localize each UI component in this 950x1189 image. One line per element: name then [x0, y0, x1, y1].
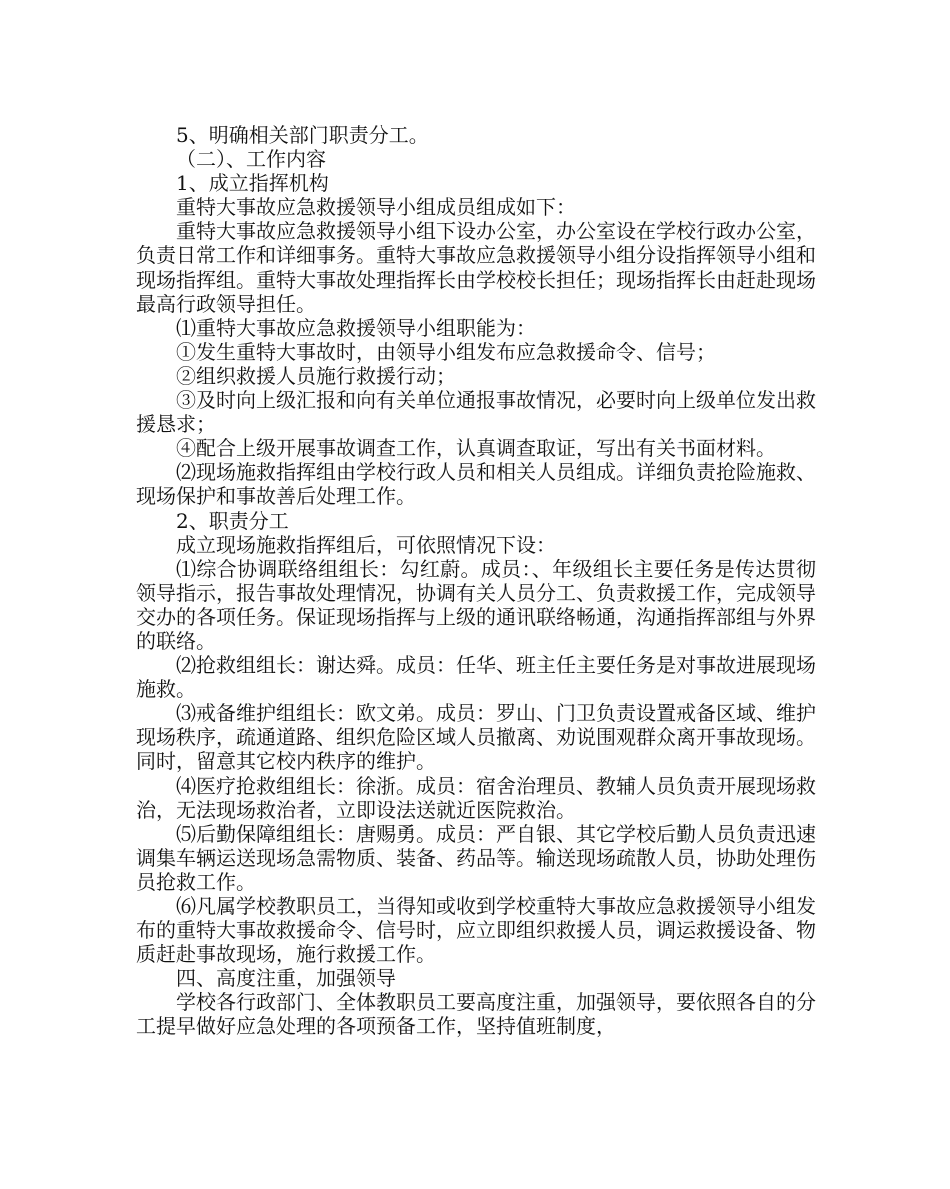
paragraph-4: 重特大事故应急救援领导小组成员组成如下： — [176, 195, 576, 220]
paragraph-19: ⑹凡属学校教职员工，当得知或收到学校重特大事故应急救援领导小组发布的重特大事故救援命令、信号时，应立即组织救援人员，调运救援设备、物质赶赴事故现场，施行救援工作。 — [136, 894, 816, 967]
paragraph-17: ⑷医疗抢救组组长：徐浙。成员：宿舍治理员、教辅人员负责开展现场救治，无法现场救治者，立即设法送就近医院救治。 — [136, 773, 816, 822]
paragraph-16: ⑶戒备维护组组长：欧文弟。成员：罗山、门卫负责设置戒备区域、维护现场秩序，疏通道路、组织危险区域人员撤离、劝说围观群众离开事故现场。同时，留意其它校内秩序的维护。 — [136, 701, 816, 774]
paragraph-11: ⑵现场施救指挥组由学校行政人员和相关人员组成。详细负责抢险施救、现场保护和事故善后处理工作。 — [136, 460, 816, 509]
paragraph-8: ②组织救援人员施行救援行动； — [176, 363, 456, 388]
paragraph-18: ⑸后勤保障组组长：唐赐勇。成员：严自银、其它学校后勤人员负责迅速调集车辆运送现场急需物质、装备、药品等。输送现场疏散人员，协助处理伤员抢救工作。 — [136, 821, 816, 894]
paragraph-7: ①发生重特大事故时，由领导小组发布应急救援命令、信号； — [176, 339, 716, 364]
paragraph-6: ⑴重特大事故应急救援领导小组职能为： — [176, 315, 536, 340]
paragraph-10: ④配合上级开展事故调查工作，认真调查取证，写出有关书面材料。 — [176, 436, 776, 461]
paragraph-9: ③及时向上级汇报和向有关单位通报事故情况，必要时向上级单位发出救援恳求； — [136, 388, 816, 437]
paragraph-1: 5、明确相关部门职责分工。 — [176, 123, 429, 147]
paragraph-15: ⑵抢救组组长：谢达舜。成员：任华、班主任主要任务是对事故进展现场施救。 — [136, 653, 816, 702]
paragraph-5: 重特大事故应急救援领导小组下设办公室，办公室设在学校行政办公室，负责日常工作和详细事务。重特大事故应急救援领导小组分设指挥领导小组和现场指挥组。重特大事故处理指挥长由学校校长担任；现场指挥长由赶赴现场最高行政领导担任。 — [136, 219, 816, 316]
paragraph-21: 学校各行政部门、全体教职员工要高度注重，加强领导，要依照各自的分工提早做好应急处理的各项预备工作，坚持值班制度， — [136, 990, 816, 1039]
paragraph-2: （二）、工作内容 — [176, 147, 326, 172]
paragraph-12: 2、职责分工 — [176, 508, 289, 533]
document-body — [136, 123, 816, 1039]
paragraph-14: ⑴综合协调联络组组长：勾红蔚。成员：、年级组长主要任务是传达贯彻领导指示，报告事故处理情况，协调有关人员分工、负责救援工作，完成领导交办的各项任务。保证现场指挥与上级的通讯联络畅通，沟通指挥部组与外界的联络。 — [136, 556, 816, 653]
section-heading: 四、高度注重，加强领导 — [176, 966, 396, 991]
paragraph-3: 1、成立指挥机构 — [176, 171, 329, 196]
paragraph-13: 成立现场施救指挥组后，可依照情况下设： — [176, 532, 556, 557]
